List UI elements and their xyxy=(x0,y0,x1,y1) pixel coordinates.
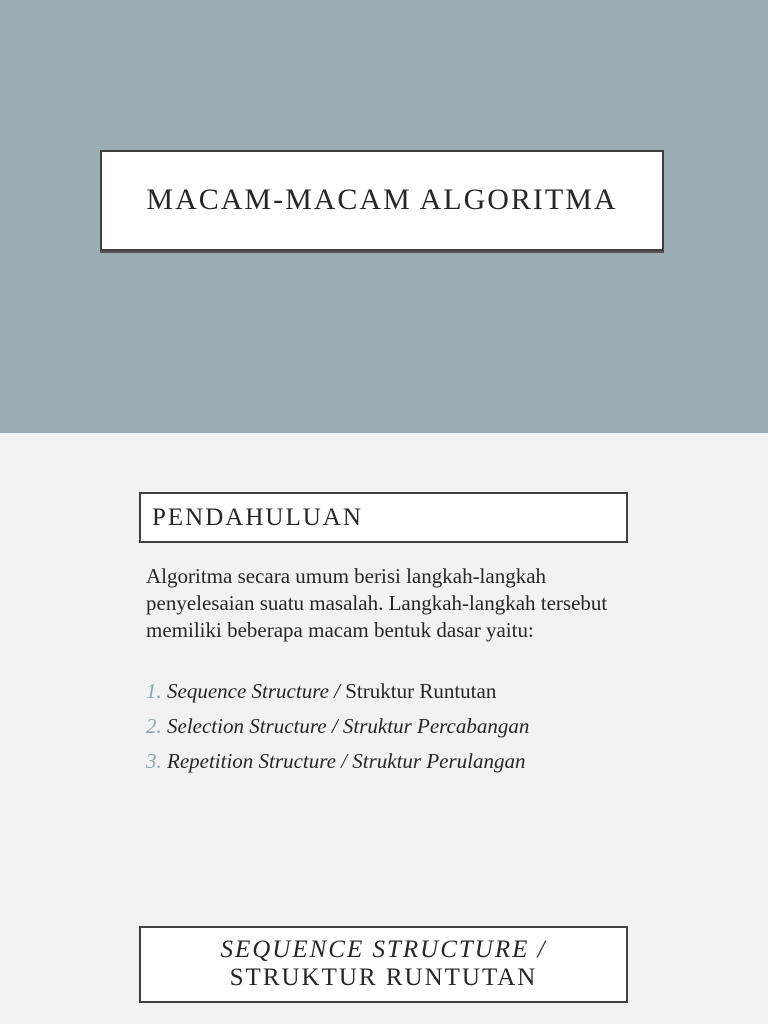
list-italic-text: Repetition Structure / Struktur Perulangan xyxy=(167,749,526,773)
section-heading: PENDAHULUAN xyxy=(152,503,363,531)
next-slide-title-line2: STRUKTUR RUNTUTAN xyxy=(229,964,538,991)
content-slide xyxy=(0,433,768,1024)
intro-paragraph: Algoritma secara umum berisi langkah-langkah penyelesaian suatu masalah. Langkah-langkah tersebut memiliki beberapa macam bentuk dasar yaitu: xyxy=(146,564,608,642)
list-italic-text: Selection Structure / Struktur Percabangan xyxy=(167,714,530,738)
list-number: 1. xyxy=(146,679,162,703)
slide-title: MACAM-MACAM ALGORITMA xyxy=(146,182,618,216)
title-box xyxy=(100,150,664,251)
list-item xyxy=(146,678,616,713)
list-number: 2. xyxy=(146,714,162,738)
list-item xyxy=(146,713,616,748)
next-slide-title-box xyxy=(139,926,628,1003)
structure-list xyxy=(146,678,616,783)
section-heading-box xyxy=(139,492,628,543)
list-italic-text: Sequence Structure / xyxy=(167,679,340,703)
list-number: 3. xyxy=(146,749,162,773)
list-plain-text: Struktur Runtutan xyxy=(340,679,497,703)
title-slide xyxy=(0,0,768,433)
next-slide-title-line1: SEQUENCE STRUCTURE / xyxy=(220,936,547,963)
list-item xyxy=(146,748,616,783)
